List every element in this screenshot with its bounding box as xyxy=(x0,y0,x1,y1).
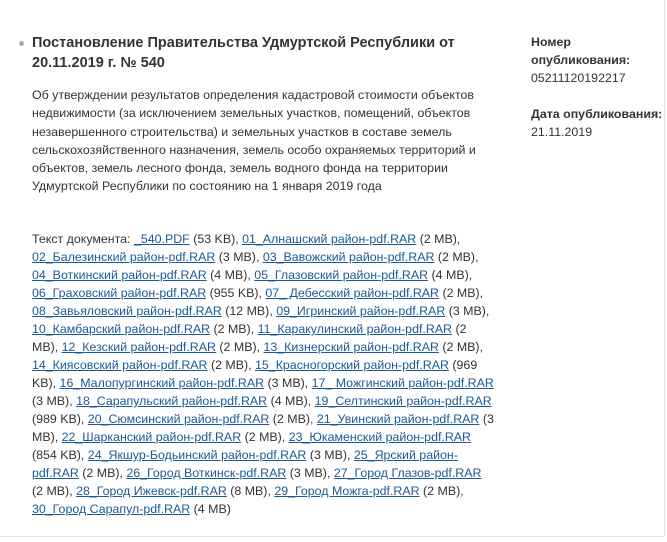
publication-date-value: 21.11.2019 xyxy=(531,125,593,139)
document-file-link[interactable]: 13_Кизнерский район-pdf.RAR xyxy=(263,340,439,354)
document-file-size: (3 MB) xyxy=(309,448,347,462)
document-file-link[interactable]: 01_Алнашский район-pdf.RAR xyxy=(242,232,417,246)
document-file-size: (989 KB) xyxy=(32,412,81,426)
document-file-link[interactable]: 25_Ярский район-pdf.RAR xyxy=(32,448,458,480)
file-list: _540.PDF (53 KB), 01_Алнашский район-pdf.RAR (2 MB), 02_Балезинский район-pdf.RAR (3 MB), 03_Вавожский район-pdf.RAR (2 MB), 04_Воткинский район-pdf.RAR (4 MB), 05_Глазовский район-pdf.RAR (4 MB), 06_Граховский район-pdf.RAR (955 KB), 07_ Дебесский район-pdf.RAR (2 MB), 08_Завьяловский район-pdf.RAR (12 MB), 09_Игринский район-pdf.RAR (3 MB), 10_Камбарский район-pdf.RAR (2 MB), 11_Каракулинский район-pdf.RAR (2 MB), 12_Кезский район-pdf.RAR (2 MB), 13_Кизнерский район-pdf.RAR (2 MB), 14_Киясовский район-pdf.RAR (2 MB), 15_Красногорский район-pdf.RAR (969 KB), 16_Малопургинский район-pdf.RAR (3 MB), 17_ Можгинский район-pdf.RAR (3 MB), 18_Сарапульский район-pdf.RAR (4 MB), 19_Селтинский район-pdf.RAR (989 KB), 20_Сюмсинский район-pdf.RAR (2 MB), 21_Увинский район-pdf.RAR (3 MB), 22_Шарканский район-pdf.RAR (2 MB), 23_Юкаменский район-pdf.RAR (854 KB), 24_Якшур-Бодьинский район-pdf.RAR (3 MB), 25_Ярский район-pdf.RAR (2 MB), 26_Город Воткинск-pdf.RAR (3 MB), 27_Город Глазов-pdf.RAR (2 MB), 28_Город Ижевск-pdf.RAR (8 MB), 29_Город Можга-pdf.RAR (2 MB), 30_Город Сарапул-pdf.RAR (4 MB) xyxy=(32,232,494,516)
document-file-size: (2 MB) xyxy=(272,412,310,426)
document-file-size: (2 MB) xyxy=(213,322,251,336)
document-file-size: (4 MB) xyxy=(270,394,308,408)
document-file-size: (2 MB) xyxy=(244,430,282,444)
document-file-link[interactable]: _540.PDF xyxy=(133,232,190,246)
document-file-link[interactable]: 16_Малопургинский район-pdf.RAR xyxy=(59,376,265,390)
document-file-size: (2 MB) xyxy=(219,340,257,354)
document-file-link[interactable]: 26_Город Воткинск-pdf.RAR xyxy=(126,466,287,480)
document-file-link[interactable]: 09_Игринский район-pdf.RAR xyxy=(276,304,446,318)
document-file-link[interactable]: 29_Город Можга-pdf.RAR xyxy=(274,484,420,498)
document-file-link[interactable]: 03_Вавожский район-pdf.RAR xyxy=(262,250,435,264)
document-file-size: (854 KB) xyxy=(32,448,81,462)
document-file-link[interactable]: 06_Граховский район-pdf.RAR xyxy=(32,286,207,300)
document-files xyxy=(32,230,494,518)
document-file-size: (2 MB) xyxy=(32,322,467,354)
document-file-size: (2 MB) xyxy=(419,232,457,246)
document-file-size: (969 KB) xyxy=(32,358,478,390)
document-file-size: (2 MB) xyxy=(442,286,480,300)
document-file-link[interactable]: 18_Сарапульский район-pdf.RAR xyxy=(76,394,268,408)
document-file-link[interactable]: 14_Киясовский район-pdf.RAR xyxy=(32,358,208,372)
document-file-link[interactable]: 23_Юкаменский район-pdf.RAR xyxy=(288,430,472,444)
document-file-size: (4 MB) xyxy=(210,268,248,282)
document-file-link[interactable]: 27_Город Глазов-pdf.RAR xyxy=(333,466,482,480)
document-file-link[interactable]: 22_Шарканский район-pdf.RAR xyxy=(61,430,242,444)
publication-number-value: 05211120192217 xyxy=(531,71,626,85)
document-file-link[interactable]: 19_Селтинский район-pdf.RAR xyxy=(314,394,492,408)
post-description: Об утверждении результатов определения кадастровой стоимости объектов недвижимости (за исключением земельных участков, помещений, объектов незавершенного строительства) и земельных участков в составе земель сельскохозяйственного назначения, земель особо охраняемых территорий и объектов, земель лесного фонда, земель водного фонда на территории Удмуртской Республики по состоянию на 1 января 2019 года xyxy=(32,88,476,194)
document-file-link[interactable]: 28_Город Ижевск-pdf.RAR xyxy=(76,484,227,498)
document-file-link[interactable]: 04_Воткинский район-pdf.RAR xyxy=(32,268,207,282)
publication-number-label: Номер опубликования: xyxy=(531,35,631,67)
document-file-size: (3 MB) xyxy=(32,412,494,444)
publication-number xyxy=(531,33,663,87)
document-file-size: (3 MB) xyxy=(32,394,70,408)
document-file-size: (2 MB) xyxy=(210,358,249,372)
bullet-icon xyxy=(19,41,24,46)
document-file-size: (2 MB) xyxy=(442,340,480,354)
document-file-link[interactable]: 12_Кезский район-pdf.RAR xyxy=(61,340,216,354)
document-file-link[interactable]: 17_ Можгинский район-pdf.RAR xyxy=(311,376,494,390)
document-files-label: Текст документа: xyxy=(32,232,131,246)
document-file-link[interactable]: 20_Сюмсинский район-pdf.RAR xyxy=(87,412,270,426)
document-file-link[interactable]: 05_Глазовский район-pdf.RAR xyxy=(254,268,429,282)
document-file-size: (3 MB) xyxy=(448,304,486,318)
publication-date-label: Дата опубликования: xyxy=(531,107,663,121)
publication-date xyxy=(531,105,663,141)
document-file-size: (4 MB) xyxy=(431,268,469,282)
document-file-link[interactable]: 02_Балезинский район-pdf.RAR xyxy=(32,250,216,264)
document-file-link[interactable]: 08_Завьяловский район-pdf.RAR xyxy=(32,304,222,318)
document-file-size: (53 KB) xyxy=(193,232,236,246)
document-file-size: (3 MB) xyxy=(218,250,256,264)
post-title: Постановление Правительства Удмуртской Республики от 20.11.2019 г. № 540 xyxy=(32,35,455,71)
document-file-size: (4 MB) xyxy=(193,502,231,516)
document-file-size: (3 MB) xyxy=(289,466,327,480)
document-file-link[interactable]: 10_Камбарский район-pdf.RAR xyxy=(32,322,211,336)
document-file-link[interactable]: 24_Якшур-Бодьинский район-pdf.RAR xyxy=(87,448,307,462)
document-file-link[interactable]: 07_ Дебесский район-pdf.RAR xyxy=(265,286,440,300)
document-file-size: (2 MB) xyxy=(423,484,461,498)
document-file-link[interactable]: 30_Город Сарапул-pdf.RAR xyxy=(32,502,191,516)
document-file-link[interactable]: 15_Красногорский район-pdf.RAR xyxy=(255,358,449,372)
document-file-link[interactable]: 11_Каракулинский район-pdf.RAR xyxy=(257,322,453,336)
document-file-size: (12 MB) xyxy=(225,304,270,318)
document-file-size: (2 MB) xyxy=(437,250,476,264)
document-file-size: (8 MB) xyxy=(230,484,268,498)
document-file-size: (2 MB) xyxy=(32,484,70,498)
document-file-size: (3 MB) xyxy=(267,376,305,390)
document-file-link[interactable]: 21_Увинский район-pdf.RAR xyxy=(316,412,480,426)
document-file-size: (955 KB) xyxy=(209,286,259,300)
document-file-size: (2 MB) xyxy=(82,466,120,480)
